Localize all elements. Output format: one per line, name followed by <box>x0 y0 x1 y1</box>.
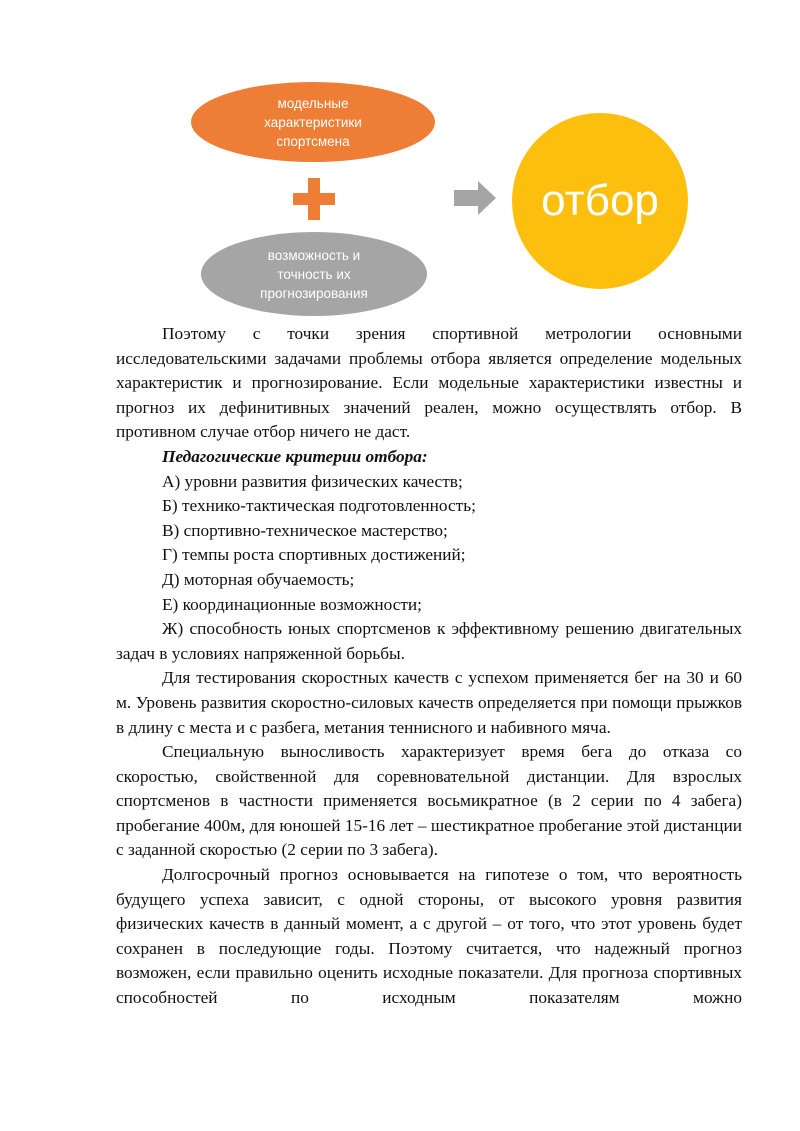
criteria-item: Ж) способность юных спортсменов к эффективному решению двигательных задач в условиях напряженной борьбы. <box>116 619 742 663</box>
paragraph-metrology: Поэтому с точки зрения спортивной метрологии основными исследовательскими задачами проблемы отбора является определение модельных характеристик и прогнозирование. Если модельные характеристики известны и прогноз их дефинитивных значений реален, можно осуществлять отбор. В противном случае отбор ничего не даст. <box>116 324 742 442</box>
selection-circle-label: отбор <box>541 176 659 225</box>
plus-icon <box>293 178 335 220</box>
paragraph-long-term-forecast: Долгосрочный прогноз основывается на гипотезе о том, что вероятность будущего успеха зависит, с одной стороны, от высокого уровня развития физических качеств в данный момент, а с другой – от того, что этот уровень будет сохранен в последующие годы. Поэтому считается, что надежный прогноз возможен, если правильно оценить исходные показатели. Для прогноза спортивных способностей по исходным показателям можно <box>116 865 742 1008</box>
forecast-accuracy-ellipse <box>201 232 427 316</box>
criteria-heading: Педагогические критерии отбора: <box>162 446 428 466</box>
criteria-item: Е) координационные возможности; <box>162 594 422 614</box>
selection-diagram <box>0 0 800 330</box>
right-arrow-icon <box>454 181 496 215</box>
forecast-accuracy-label: возможность и точность их прогнозирования <box>260 247 368 301</box>
model-characteristics-label: модельные характеристики спортсмена <box>264 95 362 149</box>
criteria-item: Д) моторная обучаемость; <box>162 569 355 589</box>
criteria-item: А) уровни развития физических качеств; <box>162 471 463 491</box>
model-characteristics-ellipse <box>191 82 435 162</box>
criteria-item: В) спортивно-техническое мастерство; <box>162 520 448 540</box>
criteria-item: Б) технико-тактическая подготовленность; <box>162 496 476 516</box>
selection-circle <box>512 113 688 289</box>
body-text <box>116 322 742 1011</box>
criteria-item: Г) темпы роста спортивных достижений; <box>162 545 466 565</box>
paragraph-endurance: Специальную выносливость характеризует время бега до отказа со скоростью, свойственной для соревновательной дистанции. Для взрослых спортсменов в частности применяется восьмикратное (в 2 серии по 4 забега) пробегание 400м, для юношей 15-16 лет – шестикратное пробегание этой дистанции с заданной скоростью (2 серии по 3 забега). <box>116 742 742 860</box>
paragraph-speed-testing: Для тестирования скоростных качеств с успехом применяется бег на 30 и 60 м. Уровень развития скоростно-силовых качеств определяется при помощи прыжков в длину с места и с разбега, метания теннисного и набивного мяча. <box>116 668 742 737</box>
